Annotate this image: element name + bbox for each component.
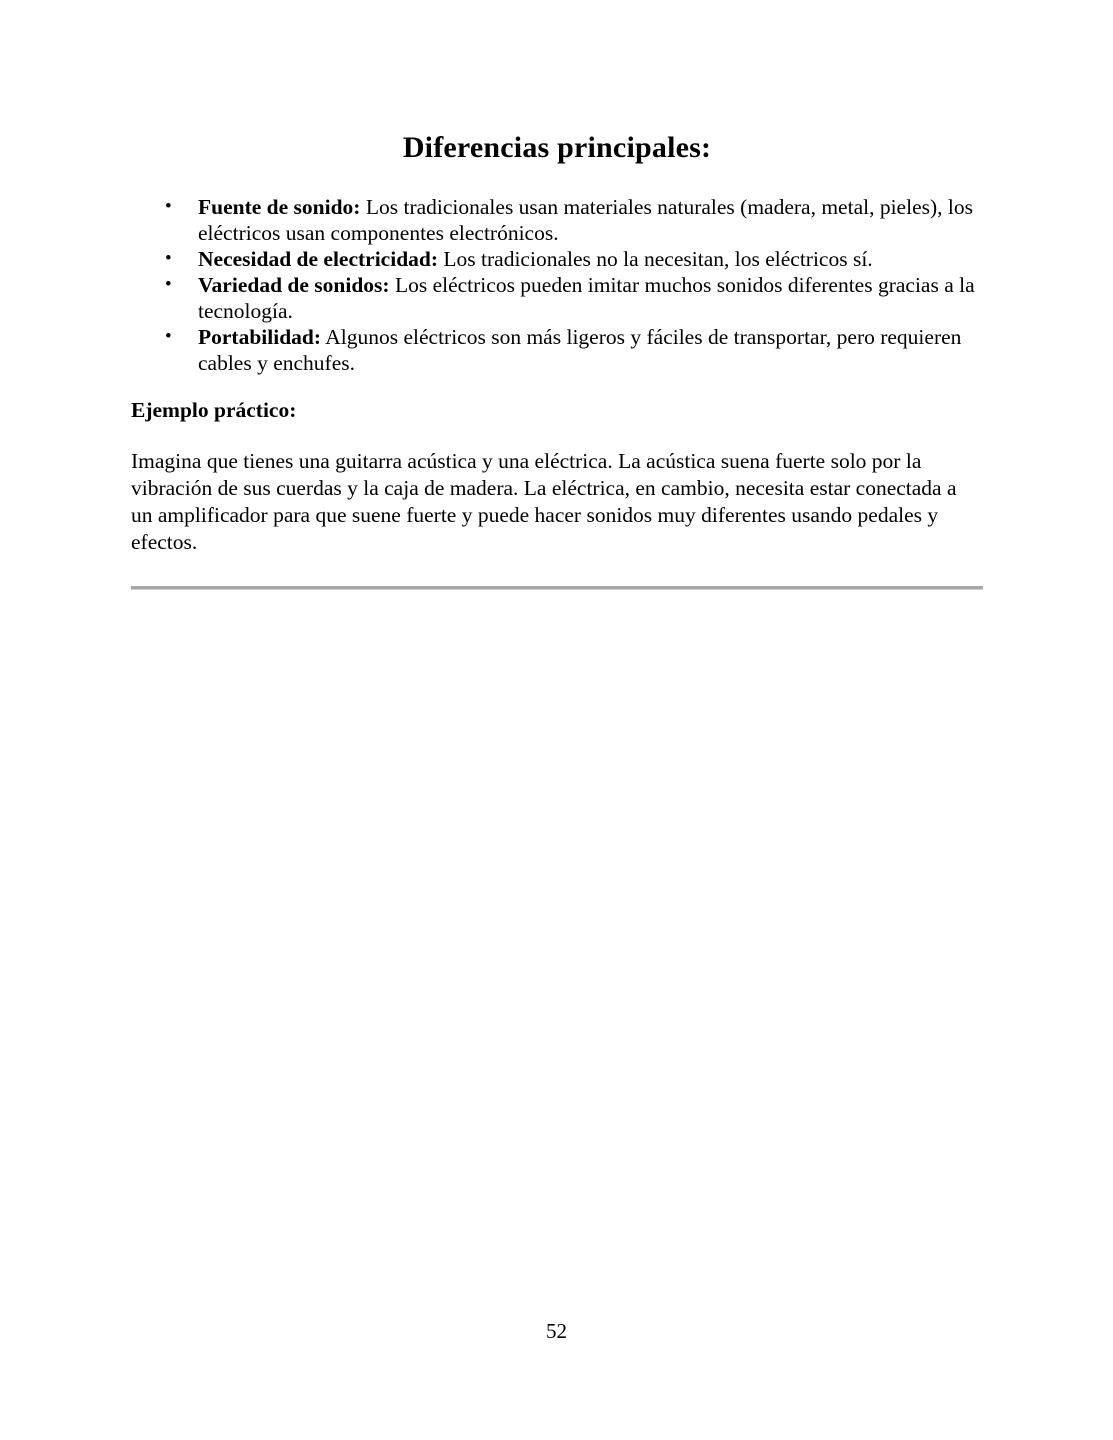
list-item	[131, 194, 983, 246]
list-item-label: Variedad de sonidos:	[198, 273, 390, 297]
differences-list	[131, 194, 983, 376]
list-item	[131, 272, 983, 324]
list-item-label: Portabilidad:	[198, 325, 322, 349]
bullet-icon: •	[165, 196, 172, 217]
horizontal-rule	[131, 586, 983, 590]
bullet-icon: •	[165, 326, 172, 347]
document-content	[131, 0, 983, 590]
list-item	[131, 246, 983, 272]
section-heading: Ejemplo práctico:	[131, 398, 297, 422]
list-item-text: Los eléctricos pueden imitar muchos sonidos diferentes gracias a la tecnología.	[198, 273, 975, 323]
list-item-label: Necesidad de electricidad:	[198, 247, 439, 271]
bullet-icon: •	[165, 274, 172, 295]
list-item-text: Los tradicionales usan materiales naturales (madera, metal, pieles), los eléctricos usan componentes electrónicos.	[198, 195, 973, 245]
list-item-label: Fuente de sonido:	[198, 195, 361, 219]
list-item-text: Algunos eléctricos son más ligeros y fáciles de transportar, pero requieren cables y enchufes.	[198, 325, 962, 375]
bullet-icon: •	[165, 248, 172, 269]
list-item-text: Los tradicionales no la necesitan, los eléctricos sí.	[438, 247, 873, 271]
page-number: 52	[546, 1319, 567, 1343]
page-title: Diferencias principales:	[402, 131, 712, 164]
example-paragraph: Imagina que tienes una guitarra acústica y una eléctrica. La acústica suena fuerte solo por la vibración de sus cuerdas y la caja de madera. La eléctrica, en cambio, necesita estar conectada a un amplificador para que suene fuerte y puede hacer sonidos muy diferentes usando pedales y efectos.	[131, 449, 957, 554]
list-item	[131, 324, 983, 376]
